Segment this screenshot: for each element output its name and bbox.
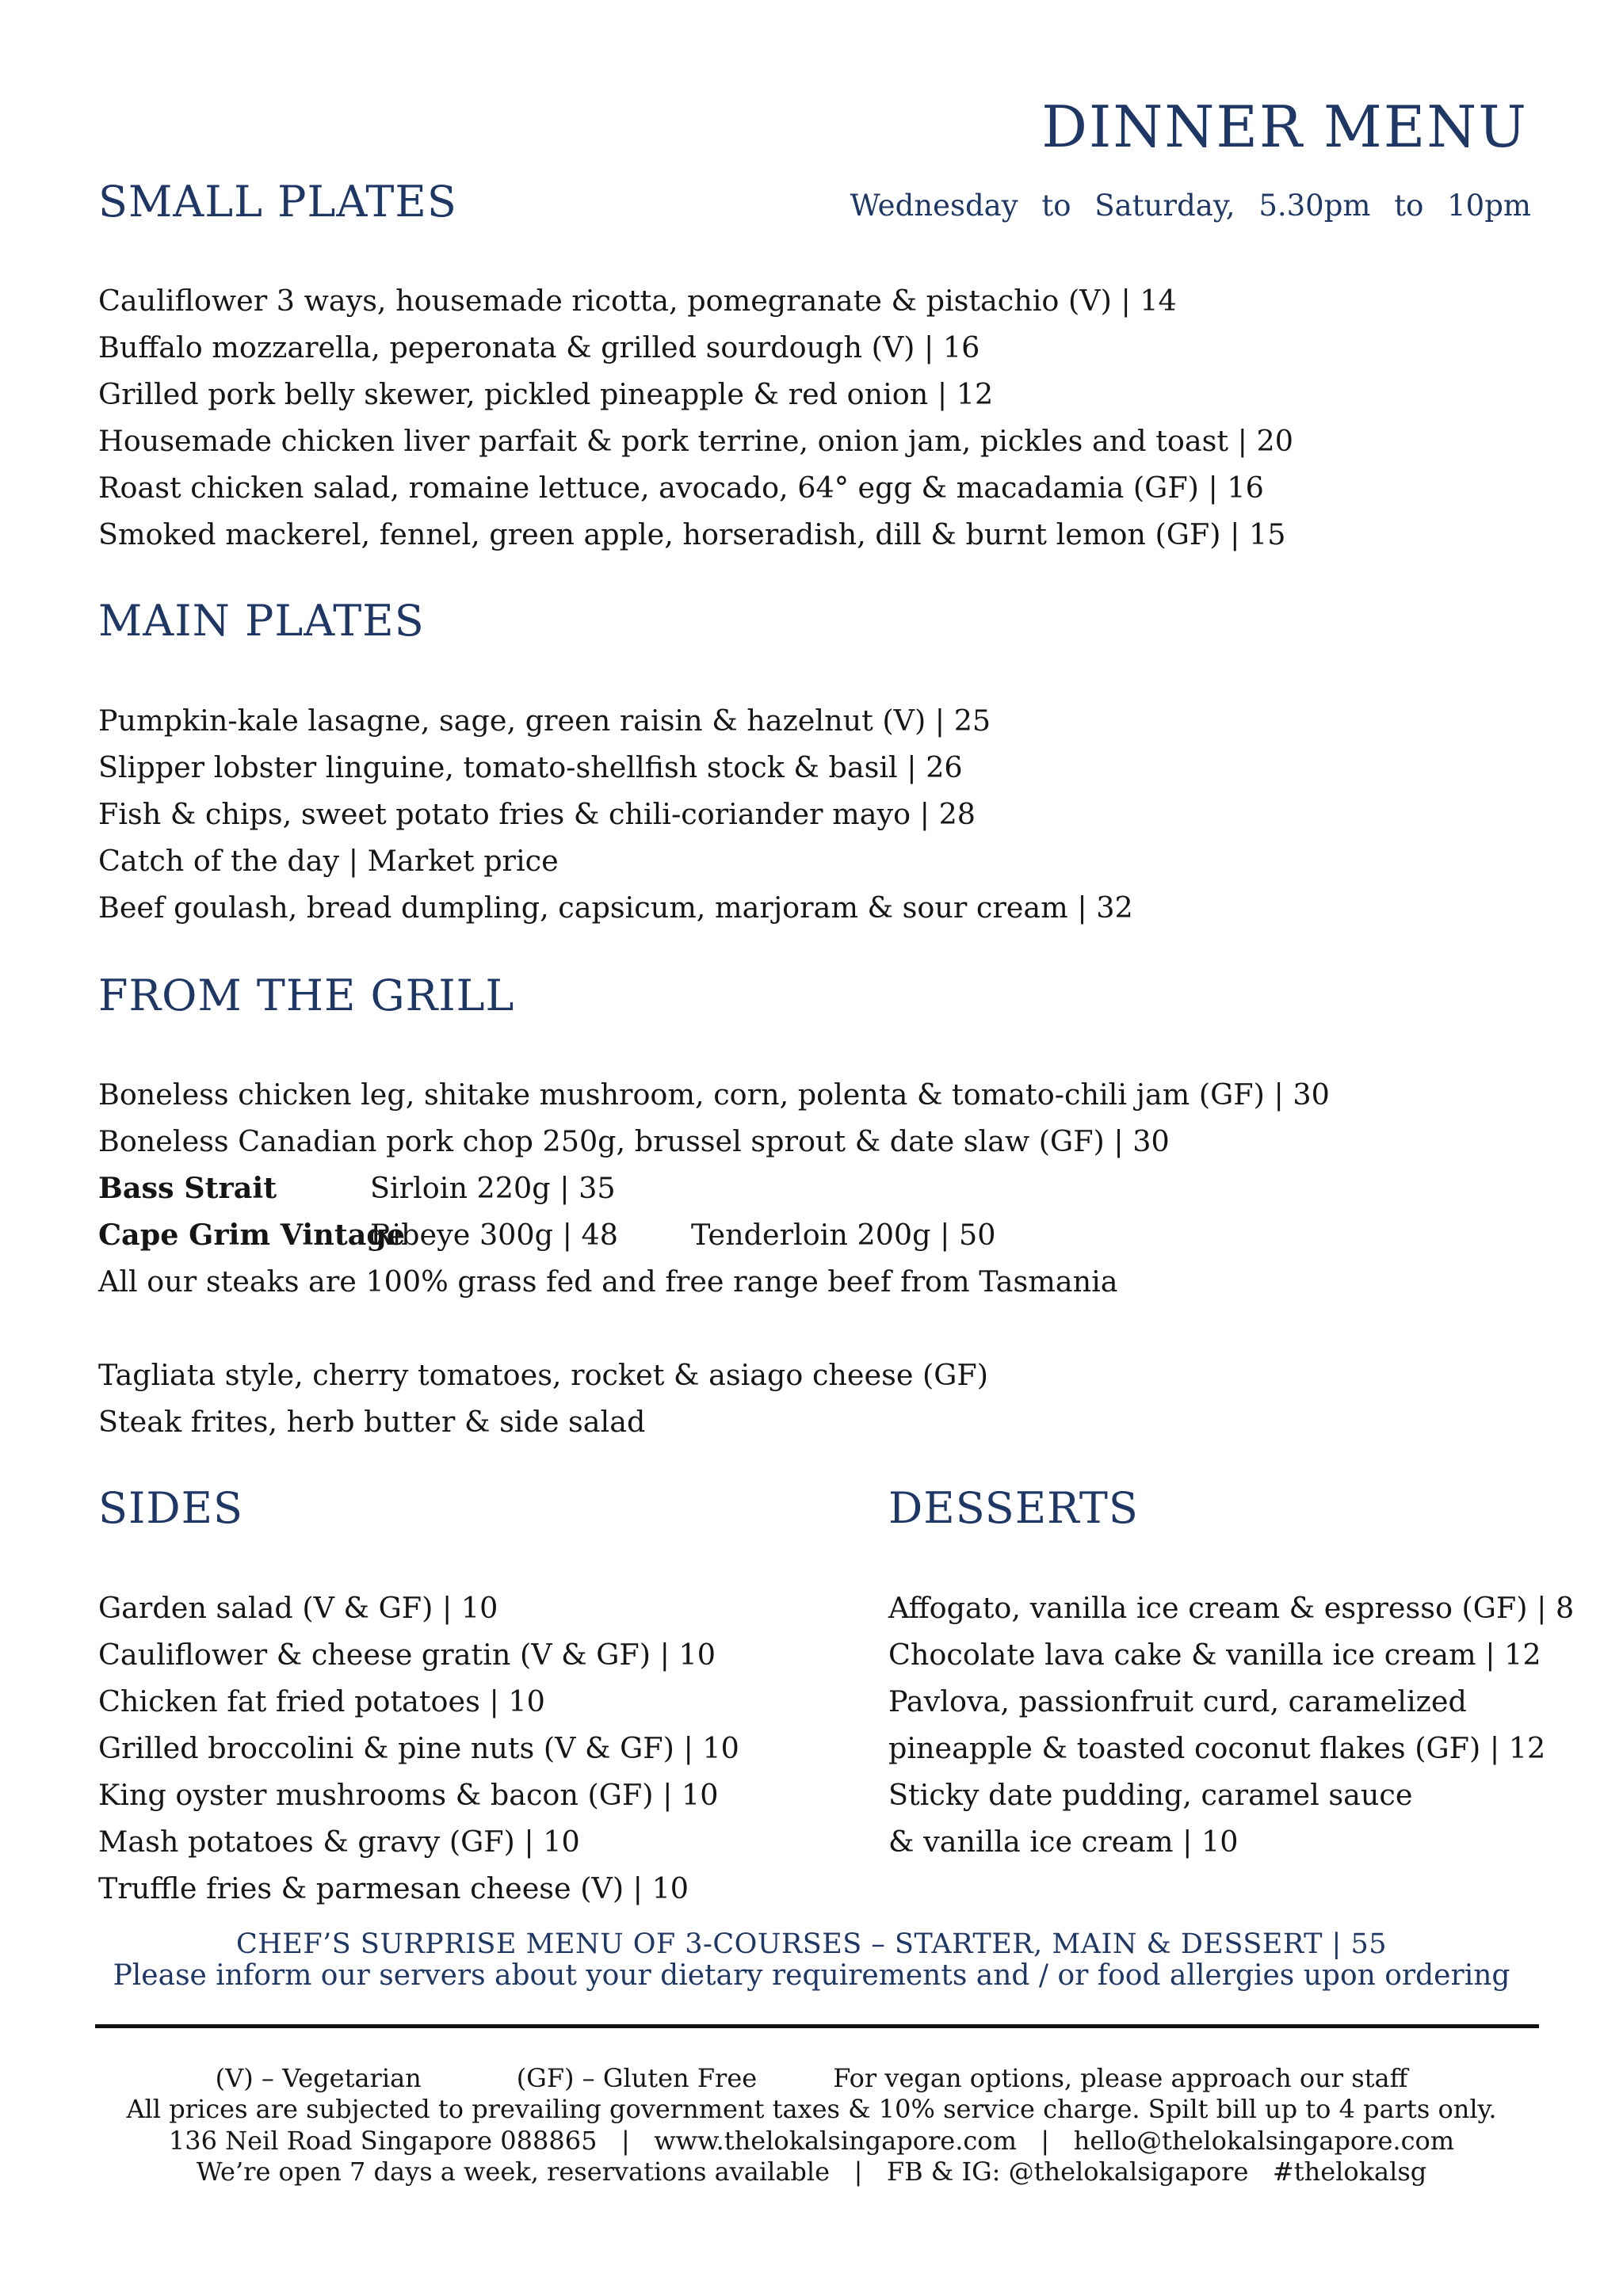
- steak-origin-label: Bass Strait: [98, 1171, 277, 1205]
- opening-note: We’re open 7 days a week, reservations available: [196, 2157, 831, 2187]
- menu-item: & vanilla ice cream | 10: [888, 1825, 1239, 1859]
- menu-item: Sticky date pudding, caramel sauce: [888, 1778, 1413, 1812]
- spacer: [98, 1305, 1330, 1352]
- menu-item: Boneless Canadian pork chop 250g, brussel sprout & date slaw (GF) | 30: [98, 1124, 1170, 1158]
- menu-item: Pavlova, passionfruit curd, caramelized: [888, 1684, 1467, 1718]
- small-plates-list: [98, 277, 1293, 558]
- menu-item: Affogato, vanilla ice cream & espresso (GF) | 8: [888, 1591, 1575, 1625]
- divider: [95, 2024, 1539, 2028]
- steak-row-bass-strait: [98, 1165, 1330, 1211]
- menu-item: Slipper lobster linguine, tomato-shellfish stock & basil | 26: [98, 750, 963, 784]
- menu-item: Chocolate lava cake & vanilla ice cream | 12: [888, 1638, 1541, 1672]
- menu-item: Boneless chicken leg, shitake mushroom, corn, polenta & tomato-chili jam (GF) | 30: [98, 1077, 1330, 1112]
- menu-item: Buffalo mozzarella, peperonata & grilled sourdough (V) | 16: [98, 330, 980, 364]
- desserts-list: [888, 1585, 1574, 1865]
- menu-item: Grilled broccolini & pine nuts (V & GF) | 10: [98, 1731, 739, 1765]
- section-title-grill: FROM THE GRILL: [98, 971, 515, 1020]
- steak-note: All our steaks are 100% grass fed and free range beef from Tasmania: [98, 1264, 1118, 1299]
- separator: |: [1041, 2126, 1050, 2156]
- menu-item: King oyster mushrooms & bacon (GF) | 10: [98, 1778, 719, 1812]
- grill-list: [98, 1071, 1330, 1445]
- chef-surprise-menu: CHEF’S SURPRISE MENU OF 3-COURSES – STARTER, MAIN & DESSERT | 55: [235, 1928, 1388, 1960]
- menu-item: Tagliata style, cherry tomatoes, rocket & asiago cheese (GF): [98, 1358, 988, 1392]
- section-title-main-plates: MAIN PLATES: [98, 596, 425, 646]
- page-title: DINNER MENU: [1041, 93, 1528, 160]
- menu-item: Roast chicken salad, romaine lettuce, avocado, 64° egg & macadamia (GF) | 16: [98, 471, 1264, 505]
- website-link[interactable]: www.thelokalsingapore.com: [654, 2126, 1017, 2156]
- menu-item: Truffle fries & parmesan cheese (V) | 10: [98, 1871, 689, 1905]
- menu-item: Cauliflower & cheese gratin (V & GF) | 10: [98, 1638, 716, 1672]
- steak-cut: Ribeye 300g | 48: [370, 1218, 618, 1252]
- menu-item: Pumpkin-kale lasagne, sage, green raisin & hazelnut (V) | 25: [98, 704, 991, 738]
- sides-list: [98, 1585, 739, 1912]
- menu-item: Housemade chicken liver parfait & pork terrine, onion jam, pickles and toast | 20: [98, 424, 1293, 458]
- menu-item: Garden salad (V & GF) | 10: [98, 1591, 498, 1625]
- allergy-note: Please inform our servers about your dietary requirements and / or food allergies upon ordering: [113, 1959, 1510, 1992]
- main-plates-list: [98, 697, 1133, 931]
- steak-row-cape-grim: [98, 1211, 1330, 1258]
- address: 136 Neil Road Singapore 088865: [168, 2126, 598, 2156]
- legend-vegetarian: (V) – Vegetarian: [215, 2063, 422, 2093]
- menu-item: Fish & chips, sweet potato fries & chili-coriander mayo | 28: [98, 797, 976, 831]
- steak-origin-label: Cape Grim Vintage: [98, 1218, 406, 1252]
- steak-cut: Sirloin 220g | 35: [370, 1171, 616, 1205]
- footer-taxes: All prices are subjected to prevailing government taxes & 10% service charge. Spilt bill up to 4 parts only.: [126, 2094, 1497, 2124]
- section-title-small-plates: SMALL PLATES: [98, 177, 457, 227]
- menu-item: Chicken fat fried potatoes | 10: [98, 1684, 545, 1718]
- section-title-sides: SIDES: [98, 1483, 244, 1533]
- footer-legend: [0, 2063, 1623, 2093]
- social-handle: FB & IG: @thelokalsigapore: [886, 2157, 1249, 2187]
- menu-item: Cauliflower 3 ways, housemade ricotta, pomegranate & pistachio (V) | 14: [98, 284, 1177, 318]
- opening-hours: Wednesday to Saturday, 5.30pm to 10pm: [850, 189, 1531, 223]
- menu-item: Smoked mackerel, fennel, green apple, horseradish, dill & burnt lemon (GF) | 15: [98, 517, 1286, 551]
- menu-item: Catch of the day | Market price: [98, 844, 559, 878]
- menu-item: Grilled pork belly skewer, pickled pineapple & red onion | 12: [98, 377, 994, 411]
- legend-gluten-free: (GF) – Gluten Free: [516, 2063, 758, 2093]
- menu-item: Mash potatoes & gravy (GF) | 10: [98, 1825, 580, 1859]
- steak-cut: Tenderloin 200g | 50: [691, 1218, 996, 1252]
- legend-vegan: For vegan options, please approach our staff: [833, 2063, 1408, 2093]
- separator: |: [621, 2126, 630, 2156]
- separator: |: [854, 2157, 863, 2187]
- menu-item: Steak frites, herb butter & side salad: [98, 1405, 646, 1439]
- menu-item: Beef goulash, bread dumpling, capsicum, marjoram & sour cream | 32: [98, 891, 1133, 925]
- footer-social: [0, 2157, 1623, 2187]
- menu-item: pineapple & toasted coconut flakes (GF) | 12: [888, 1731, 1546, 1765]
- footer-contact: [0, 2126, 1623, 2156]
- email-link[interactable]: hello@thelokalsingapore.com: [1073, 2126, 1455, 2156]
- section-title-desserts: DESSERTS: [888, 1483, 1139, 1533]
- hashtag: #thelokalsg: [1272, 2157, 1427, 2187]
